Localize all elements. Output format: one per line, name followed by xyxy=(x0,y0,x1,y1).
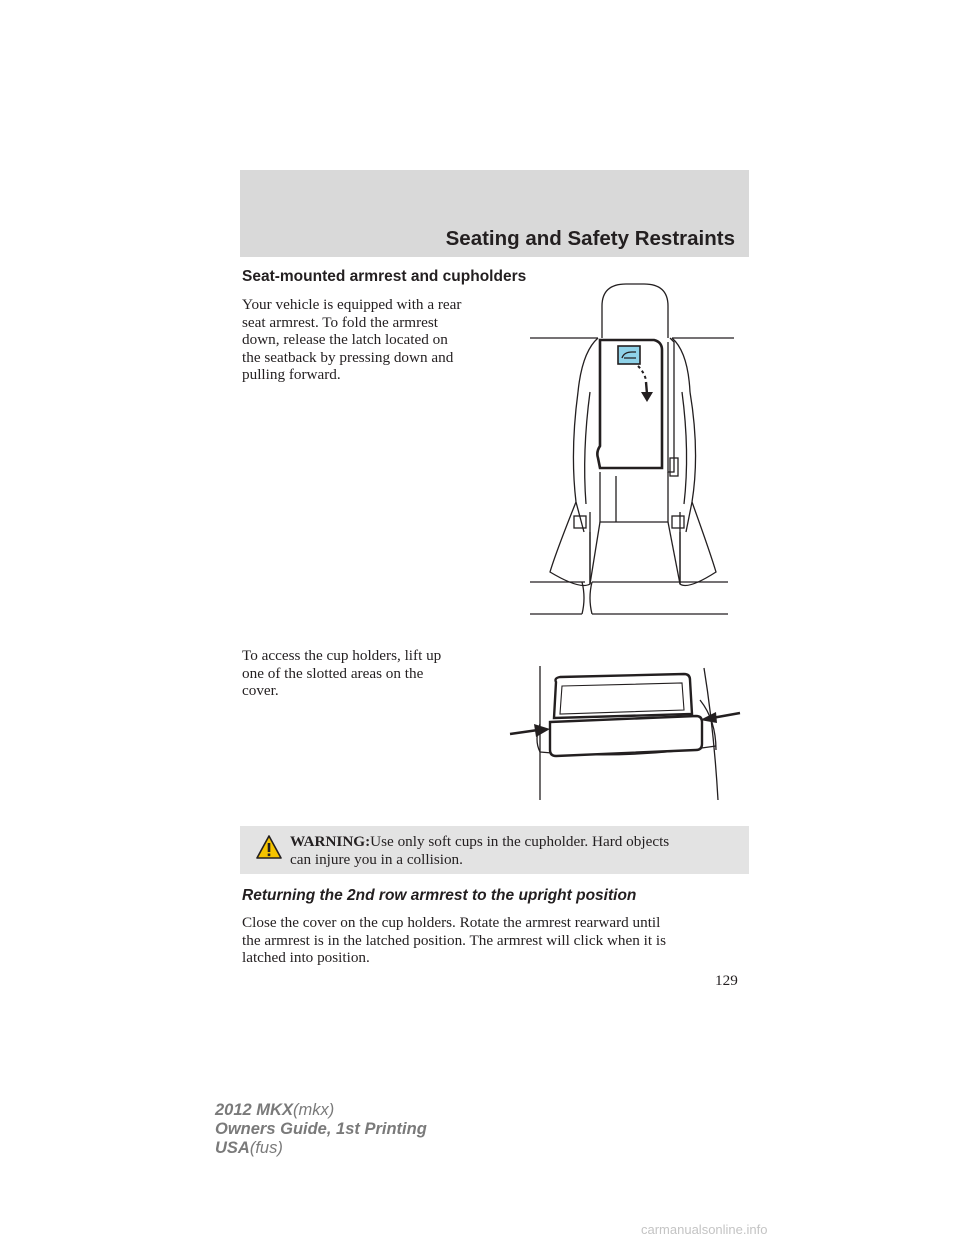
cover-upper xyxy=(554,674,692,718)
text-line: the armrest is in the latched position. The armrest will click when it is xyxy=(242,931,667,949)
text-line: one of the slotted areas on the xyxy=(242,664,424,682)
text-line: Your vehicle is equipped with a rear xyxy=(242,296,462,313)
text-line: cover. xyxy=(242,682,279,699)
cupholder-cover-illustration xyxy=(504,660,748,802)
warning-label: WARNING: xyxy=(290,833,371,850)
latch-highlight xyxy=(618,346,640,364)
warning-line-1: Use only soft cups in the cupholder. Hard objects xyxy=(370,833,670,850)
text-line: Close the cover on the cup holders. Rotate the armrest rearward until xyxy=(242,914,661,931)
footer-imprint xyxy=(215,1101,427,1158)
text-line: the seatback by pressing down and xyxy=(242,348,454,366)
footer-printing: Owners Guide, 1st Printing xyxy=(215,1120,427,1138)
footer-market: USA xyxy=(215,1139,250,1157)
warning-text xyxy=(290,833,669,868)
paragraph-fold-armrest xyxy=(242,296,461,384)
watermark: carmanualsonline.info xyxy=(641,1222,768,1237)
text-line: seat armrest. To fold the armrest xyxy=(242,313,439,331)
section-title: Seating and Safety Restraints xyxy=(445,227,735,250)
footer-model: 2012 MKX xyxy=(215,1101,293,1119)
paragraph-cup-holders xyxy=(242,647,441,700)
rear-seat-armrest-illustration xyxy=(520,272,740,620)
text-line: pulling forward. xyxy=(242,366,341,383)
heading-returning-armrest: Returning the 2nd row armrest to the upright position xyxy=(242,887,637,904)
warning-line-2: can injure you in a collision. xyxy=(290,850,463,868)
text-line: down, release the latch located on xyxy=(242,331,448,348)
footer-model-code: (mkx) xyxy=(292,1101,335,1119)
heading-armrest-cupholders: Seat-mounted armrest and cupholders xyxy=(242,268,527,285)
cupholder-slot-area xyxy=(550,716,702,756)
header-band xyxy=(240,170,749,257)
footer-market-code: (fus) xyxy=(249,1139,283,1157)
warning-box xyxy=(240,826,749,874)
arrow-right-icon xyxy=(534,724,550,737)
warning-triangle-icon xyxy=(255,834,283,860)
text-line: latched into position. xyxy=(242,949,370,966)
text-line: To access the cup holders, lift up xyxy=(242,647,442,664)
page-number: 129 xyxy=(715,972,738,989)
paragraph-return-armrest xyxy=(242,914,666,967)
